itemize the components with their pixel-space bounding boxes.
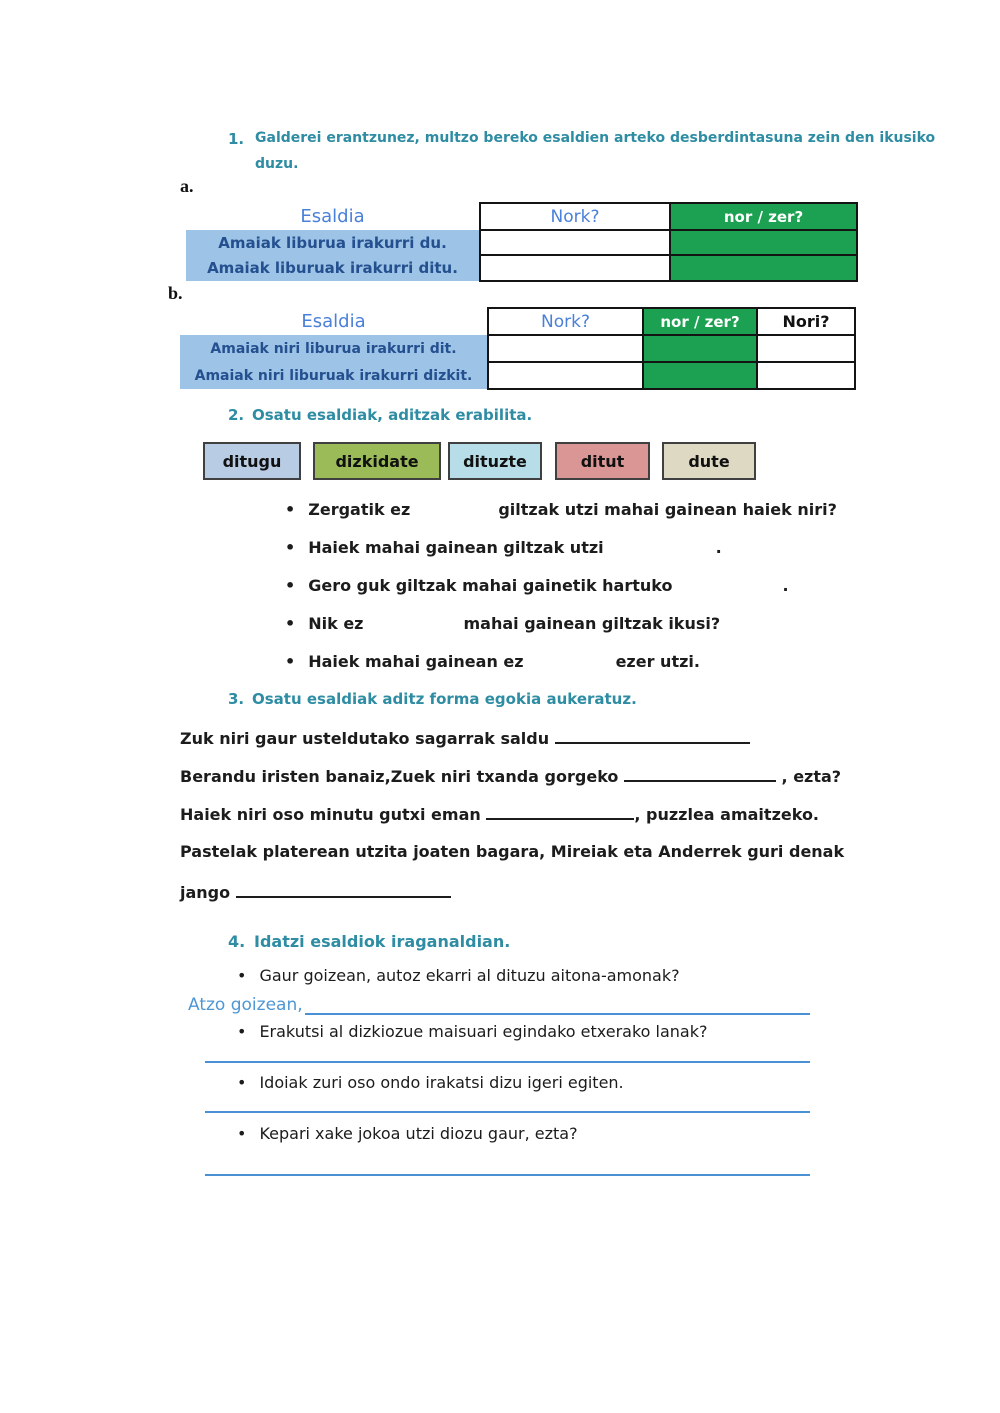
task3-line-4 bbox=[180, 842, 844, 861]
task2-bullet-1 bbox=[285, 500, 837, 519]
task4-question-1 bbox=[237, 966, 680, 985]
bullet-icon: • bbox=[285, 652, 296, 671]
table-b-cell-nor-zer-2[interactable] bbox=[643, 362, 757, 389]
task2-bullet-3-post: . bbox=[782, 576, 789, 595]
task4-question-4 bbox=[237, 1124, 578, 1143]
task2-bullet-3-pre: Gero guk giltzak mahai gainetik hartuko bbox=[308, 576, 673, 595]
table-b-label: b. bbox=[168, 283, 183, 303]
table-a-sentence-1: Amaiak liburua irakurri du. bbox=[186, 230, 480, 255]
table-a-cell-nork-1[interactable] bbox=[480, 230, 670, 255]
table-a-header-nor-zer: nor / zer? bbox=[670, 203, 857, 230]
table-a-cell-nor-zer-2[interactable] bbox=[670, 255, 857, 281]
task4-answer-prefix: Atzo goizean, bbox=[188, 995, 303, 1015]
bullet-icon: • bbox=[237, 1073, 247, 1092]
wordbox-dute[interactable]: dute bbox=[662, 442, 756, 480]
task4-answer-line-3[interactable] bbox=[205, 1111, 810, 1113]
table-a-cell-nor-zer-1[interactable] bbox=[670, 230, 857, 255]
table-b-sentence-2: Amaiak niri liburuak irakurri dizkit. bbox=[180, 362, 488, 389]
table-b-header-nori: Nori? bbox=[757, 308, 855, 335]
wordbox-ditut[interactable]: ditut bbox=[555, 442, 650, 480]
task2-bullet-2 bbox=[285, 538, 722, 557]
table-b-cell-nori-1[interactable] bbox=[757, 335, 855, 362]
bullet-icon: • bbox=[285, 576, 296, 595]
table-a-header-esaldia: Esaldia bbox=[300, 206, 365, 227]
task3-line-5-blank[interactable] bbox=[236, 882, 451, 898]
task2-bullet-1-pre: Zergatik ez bbox=[308, 500, 411, 519]
task1-text-line2: duzu. bbox=[255, 156, 299, 172]
wordbox-dizkidate[interactable]: dizkidate bbox=[313, 442, 441, 480]
task3-line-3 bbox=[180, 804, 819, 824]
bullet-icon: • bbox=[285, 500, 296, 519]
task3-line-3-post: , puzzlea amaitzeko. bbox=[634, 805, 820, 824]
table-b-header-esaldia: Esaldia bbox=[301, 311, 366, 332]
task3-line-5 bbox=[180, 882, 451, 902]
table-b-header-nor-zer: nor / zer? bbox=[643, 308, 757, 335]
wordbox-ditugu[interactable]: ditugu bbox=[203, 442, 301, 480]
table-b-sentence-1: Amaiak niri liburua irakurri dit. bbox=[180, 335, 488, 362]
task2-bullet-4-pre: Nik ez bbox=[308, 614, 364, 633]
table-a-sentence-2: Amaiak liburuak irakurri ditu. bbox=[186, 255, 480, 281]
task3-line-2-pre: Berandu iristen banaiz,Zuek niri txanda gorgeko bbox=[180, 767, 619, 786]
task3-title: Osatu esaldiak aditz forma egokia aukeratuz. bbox=[252, 690, 637, 708]
bullet-icon: • bbox=[237, 1124, 247, 1143]
task2-bullet-5-pre: Haiek mahai gainean ez bbox=[308, 652, 524, 671]
task4-title: Idatzi esaldiok iraganaldian. bbox=[254, 932, 511, 951]
task2-bullet-2-post: . bbox=[715, 538, 722, 557]
table-b bbox=[180, 307, 856, 390]
task2-bullet-2-pre: Haiek mahai gainean giltzak utzi bbox=[308, 538, 604, 557]
task4-number: 4. bbox=[228, 932, 246, 951]
task3-number: 3. bbox=[228, 690, 245, 708]
task2-title: Osatu esaldiak, aditzak erabilita. bbox=[252, 406, 533, 424]
task2-bullet-5-post: ezer utzi. bbox=[615, 652, 700, 671]
task1-text-line1: Galderei erantzunez, multzo bereko esaldien arteko desberdintasuna zein den ikusiko bbox=[255, 130, 936, 146]
task4-question-3-text: Idoiak zuri oso ondo irakatsi dizu igeri egiten. bbox=[259, 1073, 624, 1092]
table-a-label: a. bbox=[180, 176, 194, 196]
task3-line-1-blank[interactable] bbox=[555, 728, 750, 744]
task4-question-2-text: Erakutsi al dizkiozue maisuari egindako etxerako lanak? bbox=[259, 1022, 708, 1041]
task3-line-1-pre: Zuk niri gaur usteldutako sagarrak saldu bbox=[180, 729, 550, 748]
task4-answer-line-4[interactable] bbox=[205, 1174, 810, 1176]
table-a-header-nork: Nork? bbox=[480, 203, 670, 230]
table-b-cell-nori-2[interactable] bbox=[757, 362, 855, 389]
task4-question-3 bbox=[237, 1073, 624, 1092]
table-a-cell-nork-2[interactable] bbox=[480, 255, 670, 281]
table-b-cell-nork-2[interactable] bbox=[488, 362, 643, 389]
table-b-cell-nor-zer-1[interactable] bbox=[643, 335, 757, 362]
task4-question-4-text: Kepari xake jokoa utzi diozu gaur, ezta? bbox=[259, 1124, 578, 1143]
task2-bullet-4-post: mahai gainean giltzak ikusi? bbox=[463, 614, 721, 633]
task3-line-3-pre: Haiek niri oso minutu gutxi eman bbox=[180, 805, 481, 824]
task1-number: 1. bbox=[228, 130, 245, 148]
table-a bbox=[186, 202, 858, 282]
task4-question-1-text: Gaur goizean, autoz ekarri al dituzu aitona-amonak? bbox=[259, 966, 680, 985]
bullet-icon: • bbox=[237, 966, 247, 985]
bullet-icon: • bbox=[285, 538, 296, 557]
task4-answer-line-2[interactable] bbox=[205, 1061, 810, 1063]
task2-bullet-5 bbox=[285, 652, 700, 671]
table-b-cell-nork-1[interactable] bbox=[488, 335, 643, 362]
task2-number: 2. bbox=[228, 406, 245, 424]
task4-question-2 bbox=[237, 1022, 707, 1041]
task4-answer-line-1[interactable] bbox=[305, 1013, 810, 1015]
bullet-icon: • bbox=[237, 1022, 247, 1041]
task2-bullet-3 bbox=[285, 576, 789, 595]
task2-bullet-1-post: giltzak utzi mahai gainean haiek niri? bbox=[498, 500, 837, 519]
task3-line-2-blank[interactable] bbox=[624, 766, 776, 782]
wordbox-dituzte[interactable]: dituzte bbox=[448, 442, 542, 480]
bullet-icon: • bbox=[285, 614, 296, 633]
task2-bullet-4 bbox=[285, 614, 720, 633]
task3-line-5-pre: jango bbox=[180, 883, 231, 902]
task3-line-1 bbox=[180, 728, 750, 748]
task3-line-4-pre: Pastelak platerean utzita joaten bagara, Mireiak eta Anderrek guri denak bbox=[180, 842, 845, 861]
task3-line-2-post: , ezta? bbox=[775, 767, 842, 786]
task3-line-3-blank[interactable] bbox=[486, 804, 634, 820]
table-b-header-nork: Nork? bbox=[488, 308, 643, 335]
task3-line-2 bbox=[180, 766, 841, 786]
